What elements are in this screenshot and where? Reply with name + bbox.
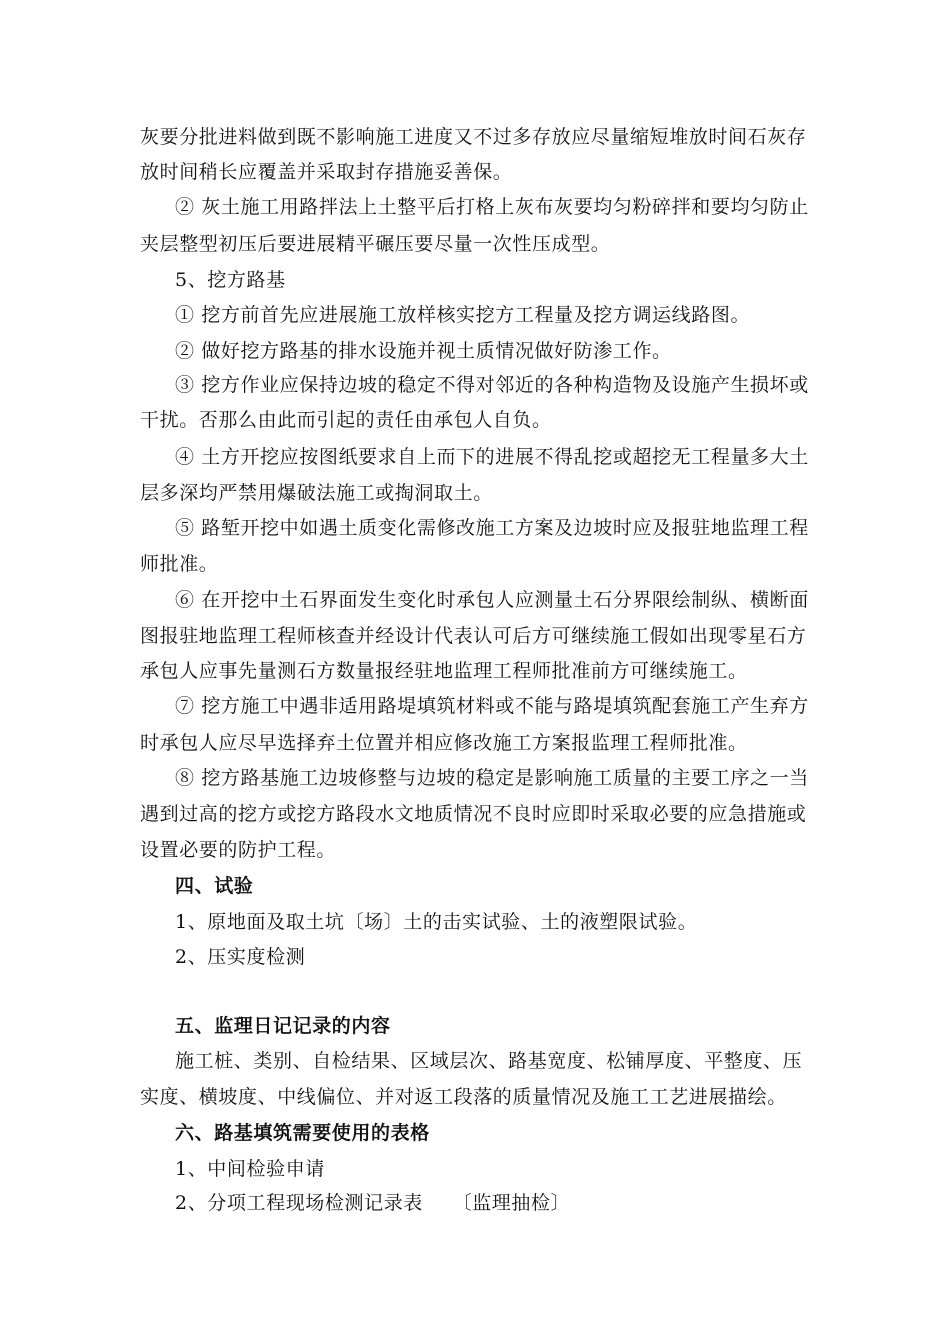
paragraph-line: ② 做好挖方路基的排水设施并视土质情况做好防渗工作。	[175, 340, 672, 362]
paragraph-line: 放时间稍长应覆盖并采取封存措施妥善保。	[140, 161, 513, 183]
paragraph-line: ② 灰土施工用路拌法上土整平后打格上灰布灰要均匀粉碎拌和要均匀防止	[175, 196, 809, 218]
paragraph-line: 灰要分批进料做到既不影响施工进度又不过多存放应尽量缩短堆放时间石灰存	[140, 126, 807, 148]
paragraph-line: ⑤ 路堑开挖中如遇土质变化需修改施工方案及边坡时应及报驻地监理工程	[175, 517, 809, 539]
paragraph-line: 图报驻地监理工程师核查并经设计代表认可后方可继续施工假如出现零星石方	[140, 625, 807, 647]
paragraph-line: 师批准。	[140, 553, 219, 575]
list-item: 2、分项工程现场检测记录表 〔监理抽检〕	[175, 1192, 571, 1214]
paragraph-line: 遇到过高的挖方或挖方路段水文地质情况不良时应即时采取必要的应急措施或	[140, 803, 807, 825]
list-item: 1、原地面及取土坑〔场〕土的击实试验、土的液塑限试验。	[175, 911, 698, 933]
paragraph-line: ③ 挖方作业应保持边坡的稳定不得对邻近的各种构造物及设施产生损坏或	[175, 374, 809, 396]
section-heading: 四、试验	[175, 875, 254, 897]
paragraph-line: 施工桩、类别、自检结果、区域层次、路基宽度、松铺厚度、平整度、压	[175, 1050, 803, 1072]
paragraph-line: 层多深均严禁用爆破法施工或掏洞取土。	[140, 482, 493, 504]
section-heading: 五、监理日记记录的内容	[175, 1015, 391, 1037]
paragraph-line: ④ 土方开挖应按图纸要求自上而下的进展不得乱挖或超挖无工程量多大土	[175, 446, 809, 468]
paragraph-line: 承包人应事先量测石方数量报经驻地监理工程师批准前方可继续施工。	[140, 660, 748, 682]
section-heading: 5、挖方路基	[175, 269, 286, 291]
paragraph-line: ① 挖方前首先应进展施工放样核实挖方工程量及挖方调运线路图。	[175, 304, 751, 326]
list-item: 2、压实度检测	[175, 946, 306, 968]
paragraph-line: ⑥ 在开挖中土石界面发生变化时承包人应测量土石分界限绘制纵、横断面	[175, 589, 809, 611]
paragraph-line: 设置必要的防护工程。	[140, 839, 337, 861]
paragraph-line: 夹层整型初压后要进展精平碾压要尽量一次性压成型。	[140, 233, 611, 255]
paragraph-line: ⑧ 挖方路基施工边坡修整与边坡的稳定是影响施工质量的主要工序之一当	[175, 767, 809, 789]
section-heading: 六、路基填筑需要使用的表格	[175, 1122, 430, 1144]
paragraph-line: ⑦ 挖方施工中遇非适用路堤填筑材料或不能与路堤填筑配套施工产生弃方	[175, 695, 809, 717]
list-item: 1、中间检验申请	[175, 1158, 325, 1180]
paragraph-line: 时承包人应尽早选择弃土位置并相应修改施工方案报监理工程师批准。	[140, 732, 748, 754]
paragraph-line: 实度、横坡度、中线偏位、并对返工段落的质量情况及施工工艺进展描绘。	[140, 1086, 787, 1108]
paragraph-line: 干扰。否那么由此而引起的责任由承包人自负。	[140, 409, 552, 431]
